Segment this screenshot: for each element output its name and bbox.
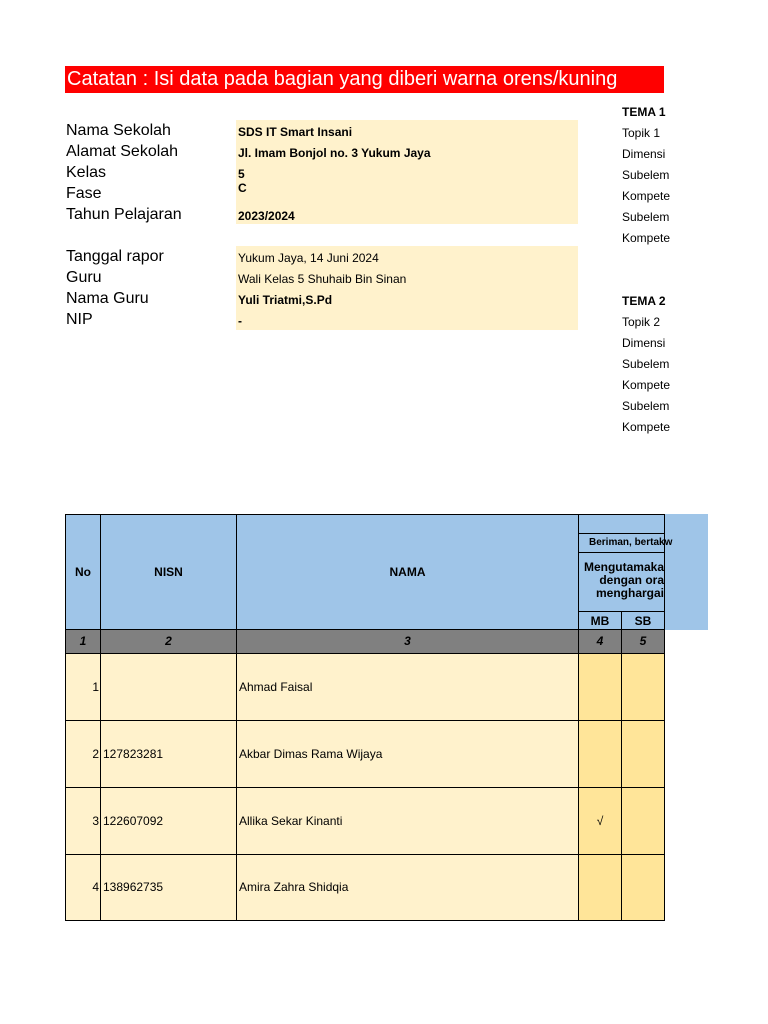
phase-label: Fase — [66, 185, 102, 202]
checkmark-icon: √ — [596, 814, 604, 828]
row-sb-cell[interactable] — [621, 720, 665, 788]
row-no: 3 — [65, 787, 101, 855]
col-number-4: 4 — [578, 629, 622, 654]
tema2-topic: Topik 2 — [622, 315, 661, 329]
instruction-banner: Catatan : Isi data pada bagian yang diberi warna orens/kuning — [65, 66, 664, 93]
tema1-subelement-2: Subelem — [622, 210, 670, 224]
tema2-dimension: Dimensi — [622, 336, 666, 350]
row-mb-cell[interactable] — [578, 854, 622, 921]
tema2-competence: Kompete — [622, 378, 671, 392]
phase-value[interactable]: C — [238, 181, 247, 195]
tema1-competence: Kompete — [622, 189, 671, 203]
row-nisn[interactable]: 138962735 — [100, 854, 237, 921]
date-value[interactable]: Yukum Jaya, 14 Juni 2024 — [238, 251, 379, 265]
group-header-description: Mengutamaka dengan ora menghargai — [578, 552, 665, 612]
row-nisn[interactable]: 127823281 — [100, 720, 237, 788]
row-nama[interactable]: Amira Zahra Shidqia — [236, 854, 579, 921]
col-header-nisn: NISN — [100, 514, 237, 630]
class-label: Kelas — [66, 164, 107, 181]
col-number-2: 2 — [100, 629, 237, 654]
school-name-value[interactable]: SDS IT Smart Insani — [238, 125, 353, 139]
teacher-name-label: Nama Guru — [66, 290, 149, 307]
row-nama[interactable]: Allika Sekar Kinanti — [236, 787, 579, 855]
row-no: 1 — [65, 653, 101, 721]
row-mb-cell[interactable] — [578, 787, 622, 855]
group-header-top — [578, 514, 665, 534]
row-mb-cell[interactable] — [578, 720, 622, 788]
date-label: Tanggal rapor — [66, 248, 164, 265]
tema1-heading: TEMA 1 — [622, 105, 666, 119]
row-sb-cell[interactable] — [621, 787, 665, 855]
teacher-name-value[interactable]: Yuli Triatmi,S.Pd — [238, 293, 333, 307]
col-number-1: 1 — [65, 629, 101, 654]
tema1-topic: Topik 1 — [622, 126, 661, 140]
class-value[interactable]: 5 — [238, 167, 245, 181]
school-name-label: Nama Sekolah — [66, 122, 171, 139]
row-nama[interactable]: Ahmad Faisal — [236, 653, 579, 721]
row-no: 2 — [65, 720, 101, 788]
col-header-no: No — [65, 514, 101, 630]
row-mb-cell[interactable] — [578, 653, 622, 721]
school-address-label: Alamat Sekolah — [66, 143, 179, 160]
nip-value[interactable]: - — [238, 314, 242, 328]
tema2-subelement: Subelem — [622, 357, 670, 371]
school-address-value[interactable]: Jl. Imam Bonjol no. 3 Yukum Jaya — [238, 146, 431, 160]
sub-header-sb: SB — [621, 611, 665, 630]
row-sb-cell[interactable] — [621, 854, 665, 921]
tema1-subelement: Subelem — [622, 168, 670, 182]
teacher-value[interactable]: Wali Kelas 5 Shuhaib Bin Sinan — [238, 272, 407, 286]
row-no: 4 — [65, 854, 101, 921]
nip-label: NIP — [66, 311, 93, 328]
sub-header-mb: MB — [578, 611, 622, 630]
tema1-competence-2: Kompete — [622, 231, 671, 245]
year-value[interactable]: 2023/2024 — [238, 209, 295, 223]
year-label: Tahun Pelajaran — [66, 206, 182, 223]
header-overflow-fill — [664, 514, 708, 630]
col-header-nama: NAMA — [236, 514, 579, 630]
group-header-title: Beriman, bertakw — [578, 533, 665, 553]
tema2-competence-2: Kompete — [622, 420, 671, 434]
row-nisn[interactable] — [100, 653, 237, 721]
col-number-5: 5 — [621, 629, 665, 654]
row-nisn[interactable]: 122607092 — [100, 787, 237, 855]
col-number-3: 3 — [236, 629, 579, 654]
tema1-dimension: Dimensi — [622, 147, 666, 161]
row-nama[interactable]: Akbar Dimas Rama Wijaya — [236, 720, 579, 788]
row-sb-cell[interactable] — [621, 653, 665, 721]
tema2-heading: TEMA 2 — [622, 294, 666, 308]
teacher-label: Guru — [66, 269, 102, 286]
tema2-subelement-2: Subelem — [622, 399, 670, 413]
